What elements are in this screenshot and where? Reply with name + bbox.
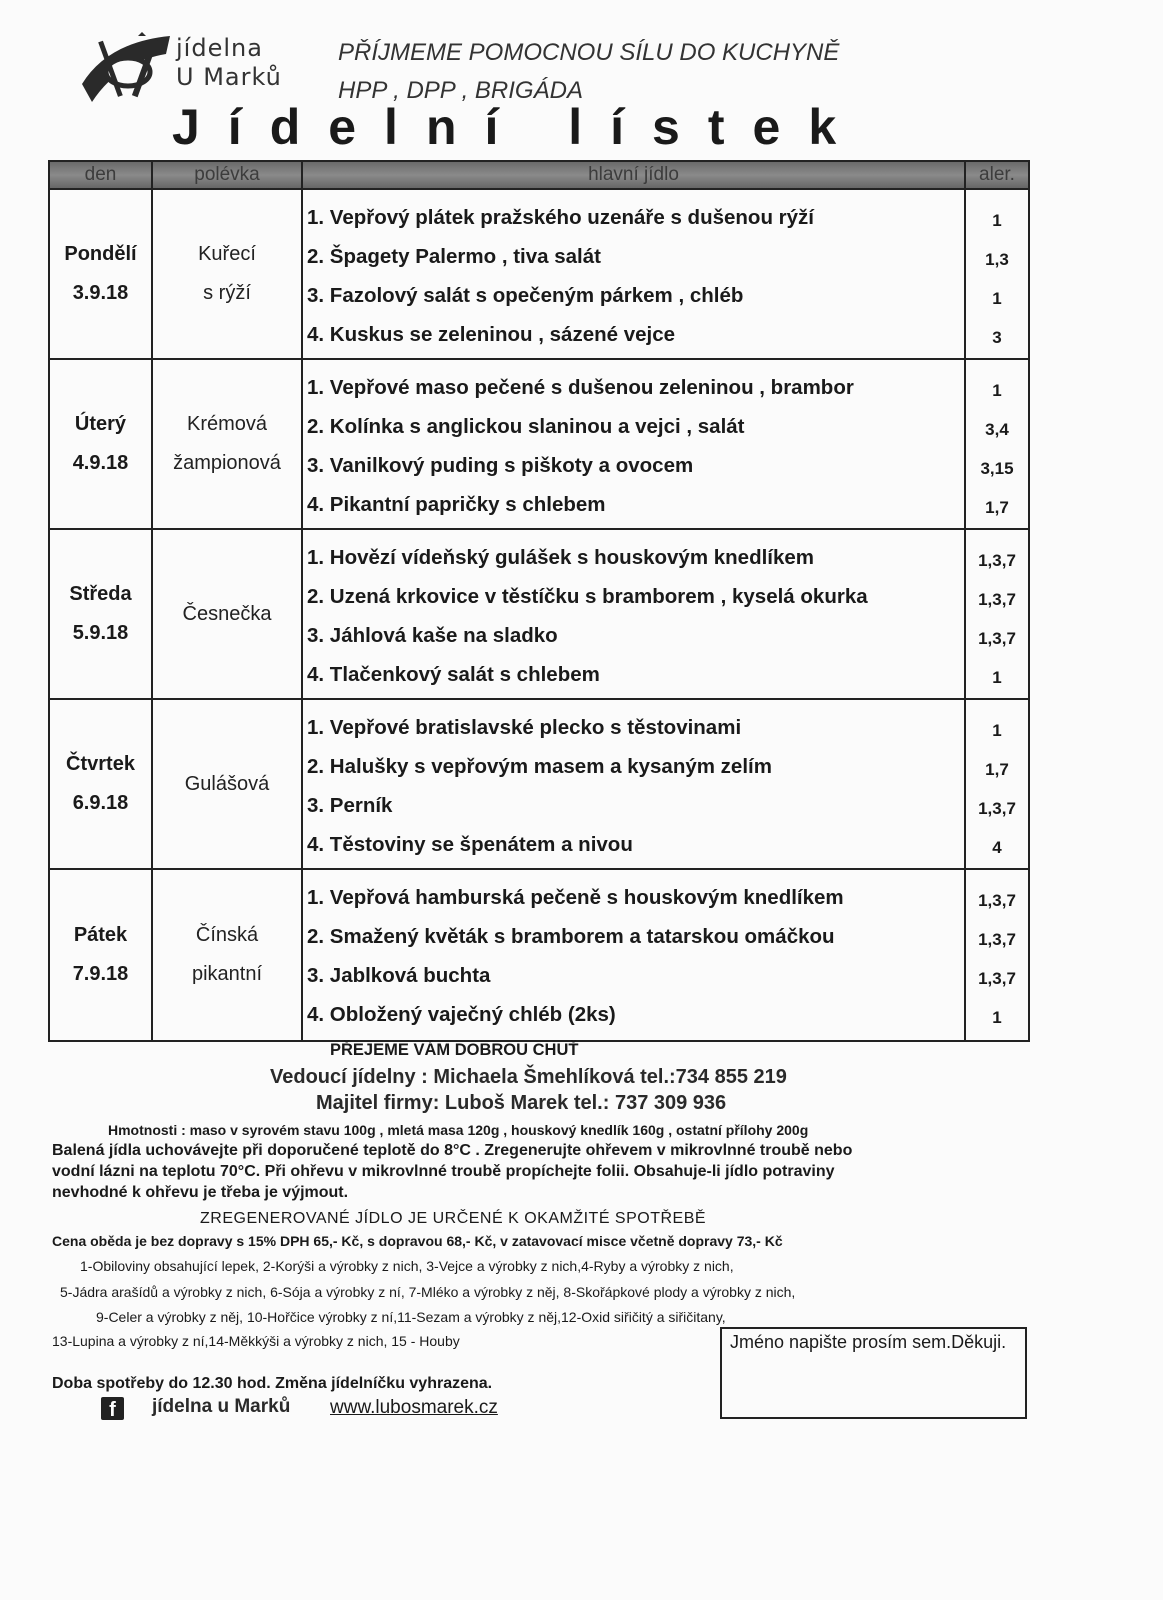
day-date: 5.9.18 <box>72 622 129 644</box>
name-box-label: Jméno napište prosím sem.Děkuji. <box>730 1332 1007 1352</box>
day-date: 4.9.18 <box>72 452 129 474</box>
day-cell <box>50 870 153 1040</box>
wish-text: PŘEJEME VÁM DOBROU CHUŤ <box>330 1041 579 1059</box>
day-date: 7.9.18 <box>72 963 129 985</box>
menu-table <box>48 160 1030 1042</box>
storage-line-1: Balená jídla uchovávejte při doporučené teplotě do 8°C . Zregenerujte ohřevem v mikrovlnné troubě nebo <box>52 1142 853 1159</box>
storage-line-3: nevhodné k ohřevu je třeba je výjmout. <box>52 1184 349 1201</box>
name-entry-box[interactable] <box>720 1327 1027 1419</box>
consume-note: Doba spotřeby do 12.30 hod. Změna jídelníčku vyhrazena. <box>52 1375 493 1392</box>
day-name: Středa <box>69 583 132 605</box>
dish-item: 4. Pikantní papričky s chlebem <box>307 493 606 516</box>
dish-item: 4. Obložený vaječný chléb (2ks) <box>307 1003 616 1026</box>
day-cell <box>50 700 153 868</box>
day-cell <box>50 190 153 358</box>
facebook-icon[interactable]: f <box>101 1397 124 1420</box>
weights-note: Hmotnosti : maso v syrovém stavu 100g , mletá masa 120g , houskový knedlík 160g , ostatní přílohy 200g <box>108 1122 809 1138</box>
regen-note: ZREGENEROVANÉ JÍDLO JE URČENÉ K OKAMŽITÉ SPOTŘEBĚ <box>200 1210 707 1227</box>
cutlery-plate-icon <box>78 32 174 102</box>
owner-contact: Majitel firmy: Luboš Marek tel.: 737 309 936 <box>316 1092 727 1114</box>
allergen-codes: 1,3,7 <box>978 891 1016 910</box>
allergens-cell <box>966 870 1028 1040</box>
allergen-codes: 1 <box>992 381 1002 400</box>
main-dish-cell <box>303 190 966 358</box>
hiring-line-2: HPP , DPP , BRIGÁDA <box>338 77 583 104</box>
allergen-legend-1: 1-Obiloviny obsahující lepek, 2-Korýši a výrobky z nich, 3-Vejce a výrobky z nich,4-Ryby a výrobky z nich, <box>80 1258 734 1274</box>
allergen-codes: 1,3 <box>985 250 1009 269</box>
logo <box>72 30 317 108</box>
allergen-codes: 1 <box>992 1008 1002 1027</box>
dish-item: 2. Smažený květák s bramborem a tatarskou omáčkou <box>307 925 835 948</box>
allergens-cell <box>966 530 1028 698</box>
dish-item: 4. Kuskus se zeleninou , sázené vejce <box>307 323 676 346</box>
soup-cell <box>153 190 303 358</box>
allergens-cell <box>966 700 1028 868</box>
day-name: Pátek <box>73 924 128 946</box>
dish-item: 3. Jáhlová kaše na sladko <box>307 624 558 647</box>
allergen-codes: 1 <box>992 289 1002 308</box>
dish-item: 2. Uzená krkovice v těstíčku s bramborem , kyselá okurka <box>307 585 868 608</box>
dish-item: 3. Fazolový salát s opečeným párkem , chléb <box>307 284 744 307</box>
soup-name: Kuřecí <box>198 243 256 265</box>
allergen-legend-3: 9-Celer a výrobky z něj, 10-Hořčice výrobky z ní,11-Sezam a výrobky z něj,12-Oxid siřičitý a siřičitany, <box>96 1309 726 1325</box>
dish-item: 1. Vepřová hamburská pečeně s houskovým knedlíkem <box>307 886 844 909</box>
day-name: Čtvrtek <box>66 753 135 775</box>
dish-item: 2. Kolínka s anglickou slaninou a vejci , salát <box>307 415 745 438</box>
allergen-codes: 3,15 <box>980 459 1014 478</box>
table-row <box>50 190 1028 360</box>
soup-name: Gulášová <box>184 772 270 795</box>
day-date: 6.9.18 <box>72 792 129 814</box>
soup-name: Česnečka <box>182 602 272 625</box>
column-header-soup: polévka <box>153 162 303 188</box>
allergen-codes: 1,3,7 <box>978 969 1016 988</box>
logo-line-1: jídelna <box>176 34 263 62</box>
soup-cell <box>153 530 303 698</box>
column-header-main-dish: hlavní jídlo <box>303 162 966 188</box>
soup-name: s rýží <box>203 282 251 304</box>
dish-item: 1. Hovězí vídeňský gulášek s houskovým knedlíkem <box>307 546 815 569</box>
dish-item: 4. Tlačenkový salát s chlebem <box>307 663 600 686</box>
dish-item: 4. Těstoviny se špenátem a nivou <box>307 833 633 856</box>
storage-line-2: vodní lázni na teplotu 70°C. Při ohřevu v mikrovlnné troubě propíchejte folii. Obsahuje-li jídlo potraviny <box>52 1163 835 1180</box>
allergens-cell <box>966 190 1028 358</box>
main-dish-cell <box>303 700 966 868</box>
table-row <box>50 530 1028 700</box>
column-header-allergens: aler. <box>979 164 1015 185</box>
day-cell <box>50 530 153 698</box>
soup-cell <box>153 700 303 868</box>
allergens-cell <box>966 360 1028 528</box>
column-header-day: den <box>50 162 153 188</box>
soup-cell <box>153 360 303 528</box>
page-title: Jídelní lístek <box>172 99 865 155</box>
soup-name: Čínská <box>195 924 259 946</box>
dish-item: 1. Vepřový plátek pražského uzenáře s dušenou rýží <box>307 206 814 229</box>
main-dish-cell <box>303 360 966 528</box>
allergen-codes: 4 <box>992 838 1002 857</box>
dish-item: 3. Perník <box>307 794 393 817</box>
allergen-codes: 1,7 <box>985 760 1009 779</box>
table-row <box>50 700 1028 870</box>
allergen-codes: 3,4 <box>985 420 1009 439</box>
table-header <box>50 162 1028 190</box>
facebook-page-name[interactable]: jídelna u Marků <box>152 1396 291 1417</box>
allergen-codes: 1 <box>992 211 1002 230</box>
table-row <box>50 360 1028 530</box>
allergen-legend-2: 5-Jádra arašídů a výrobky z nich, 6-Sója a výrobky z ní, 7-Mléko a výrobky z něj, 8-Skořápkové plody a výrobky z nich, <box>60 1284 796 1300</box>
allergen-codes: 3 <box>992 328 1002 347</box>
allergen-codes: 1,7 <box>985 498 1009 517</box>
allergen-codes: 1,3,7 <box>978 799 1016 818</box>
logo-line-2: U Marků <box>176 63 282 91</box>
price-note: Cena oběda je bez dopravy s 15% DPH 65,- Kč, s dopravou 68,- Kč, v zatavovací misce včetně dopravy 73,- Kč <box>52 1233 783 1249</box>
day-date: 3.9.18 <box>72 282 129 304</box>
allergen-codes: 1,3,7 <box>978 930 1016 949</box>
dish-item: 2. Špagety Palermo , tiva salát <box>307 245 601 268</box>
main-dish-cell <box>303 530 966 698</box>
manager-contact: Vedoucí jídelny : Michaela Šmehlíková tel.:734 855 219 <box>270 1066 787 1088</box>
soup-name: pikantní <box>191 963 263 985</box>
allergen-codes: 1 <box>992 668 1002 687</box>
table-row <box>50 870 1028 1040</box>
day-name: Pondělí <box>64 243 137 265</box>
allergen-codes: 1 <box>992 721 1002 740</box>
main-dish-cell <box>303 870 966 1040</box>
dish-item: 3. Jablková buchta <box>307 964 491 987</box>
allergen-codes: 1,3,7 <box>978 629 1016 648</box>
soup-name: žampionová <box>173 452 281 474</box>
dish-item: 1. Vepřové maso pečené s dušenou zeleninou , brambor <box>307 376 854 399</box>
allergen-codes: 1,3,7 <box>978 590 1016 609</box>
day-cell <box>50 360 153 528</box>
day-name: Úterý <box>74 413 127 435</box>
allergen-codes: 1,3,7 <box>978 551 1016 570</box>
hiring-line-1: PŘÍJMEME POMOCNOU SÍLU DO KUCHYNĚ <box>338 39 840 66</box>
dish-item: 1. Vepřové bratislavské plecko s těstovinami <box>307 716 742 739</box>
soup-name: Krémová <box>186 413 268 435</box>
allergen-legend-4: 13-Lupina a výrobky z ní,14-Měkkýši a výrobky z nich, 15 - Houby <box>52 1333 460 1349</box>
dish-item: 3. Vanilkový puding s piškoty a ovocem <box>307 454 694 477</box>
dish-item: 2. Halušky s vepřovým masem a kysaným zelím <box>307 755 772 778</box>
website-link[interactable]: www.lubosmarek.cz <box>330 1397 498 1418</box>
soup-cell <box>153 870 303 1040</box>
